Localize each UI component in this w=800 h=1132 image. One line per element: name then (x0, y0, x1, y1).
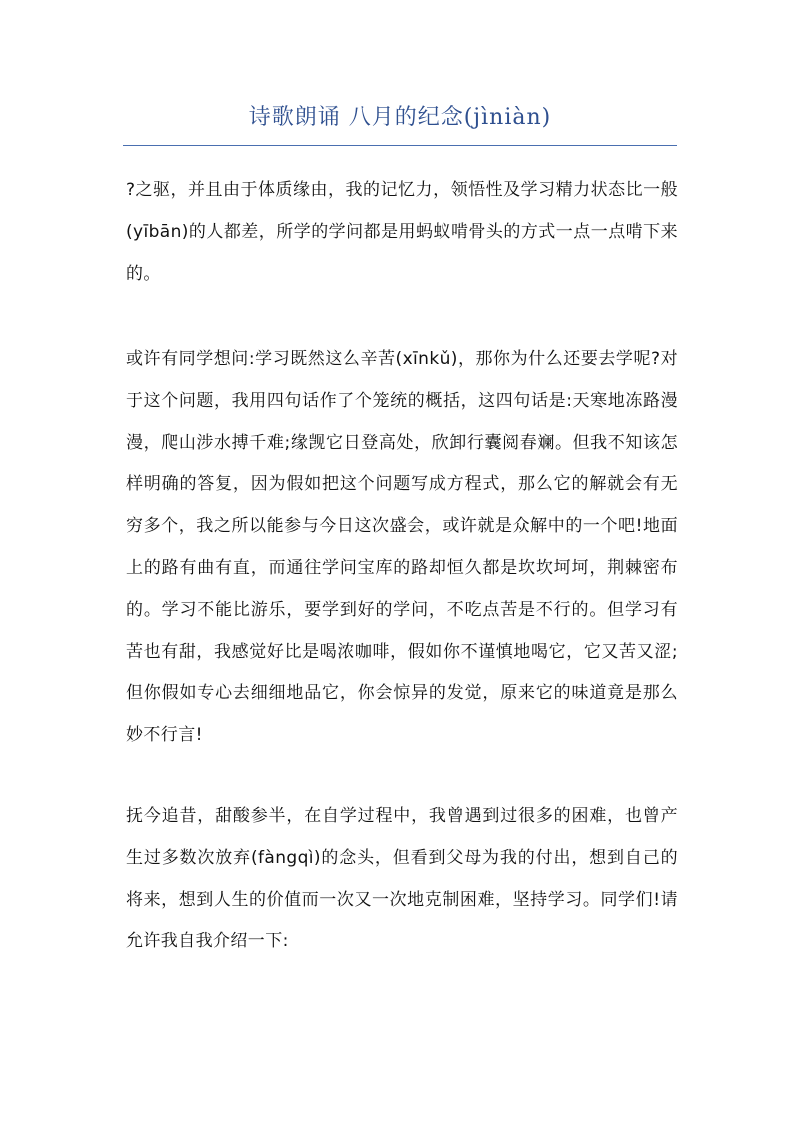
paragraph-1: ?之驱，并且由于体质缘由，我的记忆力，领悟性及学习精力状态比一般(yībān)的人都差，所学的学问都是用蚂蚁啃骨头的方式一点一点啃下来的。 (126, 180, 678, 284)
document-title: 诗歌朗诵 八月的纪念(jìniàn) (248, 105, 552, 130)
paragraph-3: 抚今追昔，甜酸参半，在自学过程中，我曾遇到过很多的困难，也曾产生过多数次放弃(fàngqì)的念头，但看到父母为我的付出，想到自己的将来，想到人生的价值而一次又一次地克制困难，坚持学习。同学们!请允许我自我介绍一下: (126, 806, 678, 952)
paragraph-2: 或许有同学想问:学习既然这么辛苦(xīnkǔ)，那你为什么还要去学呢?对于这个问题，我用四句话作了个笼统的概括，这四句话是:天寒地冻路漫漫，爬山涉水搏千难;缘觊它日登高处，欣卸行囊阅春斓。但我不知该怎样明确的答复，因为假如把这个问题写成方程式，那么它的解就会有无穷多个，我之所以能参与今日这次盛会，或许就是众解中的一个吧!地面上的路有曲有直，而通往学问宝库的路却恒久都是坎坎坷坷，荆棘密布的。学习不能比游乐，要学到好的学问，不吃点苦是不行的。但学习有苦也有甜，我感觉好比是喝浓咖啡，假如你不谨慎地喝它，它又苦又涩;但你假如专心去细细地品它，你会惊异的发觉，原来它的味道竟是那么妙不行言! (126, 349, 678, 746)
title-underline (123, 145, 677, 146)
